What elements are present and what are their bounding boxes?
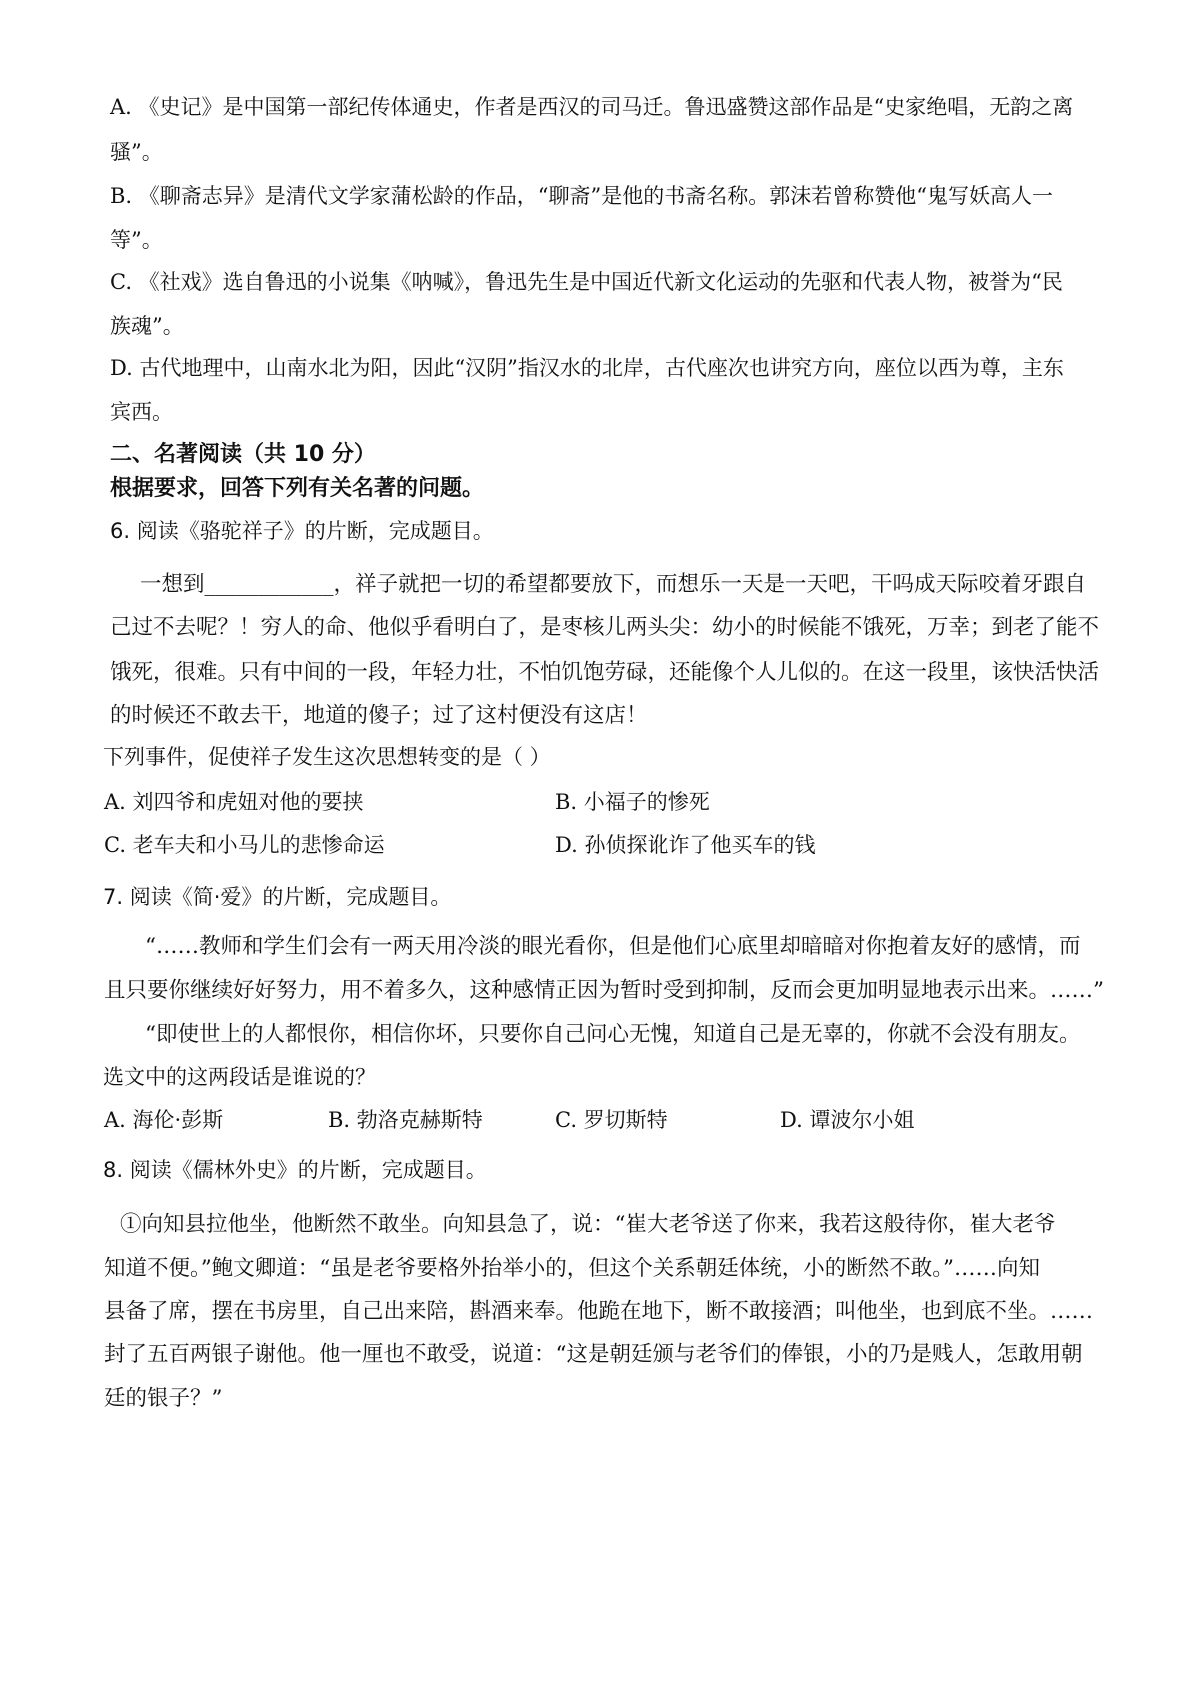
q7-option-a: A. 海伦·彭斯 xyxy=(104,1108,224,1132)
q5-option-c-line1: C. 《社戏》选自鲁迅的小说集《呐喊》，鲁迅先生是中国近代新文化运动的先驱和代表人物，被誉为“民 xyxy=(110,270,1063,294)
q5-option-c-line2: 族魂”。 xyxy=(110,314,184,338)
section-title: 二、名著阅读（共 10 分） xyxy=(110,442,376,467)
q7-passage-line: “即使世上的人都恨你，相信你坏，只要你自己问心无愧，知道自己是无辜的，你就不会没有朋友。 xyxy=(145,1022,1081,1047)
q8-passage-line: 知道不便。”鲍文卿道：“虽是老爷要格外抬举小的，但这个关系朝廷体统，小的断然不敢。”……向知 xyxy=(104,1256,1040,1281)
q5-option-a-line1: A. 《史记》是中国第一部纪传体通史，作者是西汉的司马迁。鲁迅盛赞这部作品是“史家绝唱，无韵之离 xyxy=(110,95,1074,119)
q6-passage-line: 己过不去呢？！穷人的命、他似乎看明白了，是枣核儿两头尖：幼小的时候能不饿死，万幸；到老了能不 xyxy=(110,615,1100,640)
q7-passage-line: 且只要你继续好好努力，用不着多久，这种感情正因为暂时受到抑制，反而会更加明显地表示出来。……” xyxy=(104,978,1104,1003)
q7-option-d: D. 谭波尔小姐 xyxy=(780,1108,915,1132)
q6-passage-line: 的时候还不敢去干，地道的傻子；过了这村便没有这店！ xyxy=(110,703,648,728)
q8-passage-line: 县备了席，摆在书房里，自己出来陪，斟酒来奉。他跪在地下，断不敢接酒；叫他坐，也到底不坐。…… xyxy=(104,1299,1094,1324)
q7-stem: 7. 阅读《简·爱》的片断，完成题目。 xyxy=(103,885,452,909)
q5-option-d-line2: 宾西。 xyxy=(110,400,173,424)
q8-passage-line: 封了五百两银子谢他。他一厘也不敢受，说道：“这是朝廷颁与老爷们的俸银，小的乃是贱人，怎敢用朝 xyxy=(104,1342,1083,1367)
q6-passage-line: 饿死，很难。只有中间的一段，年轻力壮，不怕饥饱劳碌，还能像个人儿似的。在这一段里，该快活快活 xyxy=(110,660,1100,685)
q7-passage-line: “……教师和学生们会有一两天用冷淡的眼光看你，但是他们心底里却暗暗对你抱着友好的感情，而 xyxy=(145,934,1081,959)
q5-option-a-line2: 骚”。 xyxy=(110,140,163,164)
q7-option-c: C. 罗切斯特 xyxy=(555,1108,668,1132)
q6-passage-line: 一想到____________，祥子就把一切的希望都要放下，而想乐一天是一天吧，干吗成天际咬着牙跟自 xyxy=(140,572,1087,597)
q8-passage-line: ①向知县拉他坐，他断然不敢坐。向知县急了，说：“崔大老爷送了你来，我若这般待你，崔大老爷 xyxy=(120,1212,1056,1237)
section-instruction: 根据要求，回答下列有关名著的问题。 xyxy=(110,476,485,501)
q7-option-b: B. 勃洛克赫斯特 xyxy=(328,1108,483,1132)
q6-question: 下列事件，促使祥子发生这次思想转变的是（ ） xyxy=(103,745,551,769)
q7-question: 选文中的这两段话是谁说的？ xyxy=(103,1065,376,1089)
q8-passage-line: 廷的银子？” xyxy=(104,1386,223,1411)
q8-stem: 8. 阅读《儒林外史》的片断，完成题目。 xyxy=(103,1158,487,1182)
q6-option-d: D. 孙侦探讹诈了他买车的钱 xyxy=(555,833,816,857)
q5-option-b-line1: B. 《聊斋志异》是清代文学家蒲松龄的作品，“聊斋”是他的书斋名称。郭沫若曾称赞他“鬼写妖高人一 xyxy=(110,184,1053,208)
q5-option-d-line1: D. 古代地理中，山南水北为阳，因此“汉阴”指汉水的北岸，古代座次也讲究方向，座位以西为尊，主东 xyxy=(110,356,1064,380)
q6-option-c: C. 老车夫和小马儿的悲惨命运 xyxy=(104,833,385,857)
q6-option-a: A. 刘四爷和虎妞对他的要挟 xyxy=(104,790,364,814)
q6-option-b: B. 小福子的惨死 xyxy=(555,790,710,814)
q5-option-b-line2: 等”。 xyxy=(110,228,163,252)
q6-stem: 6. 阅读《骆驼祥子》的片断，完成题目。 xyxy=(110,519,494,543)
